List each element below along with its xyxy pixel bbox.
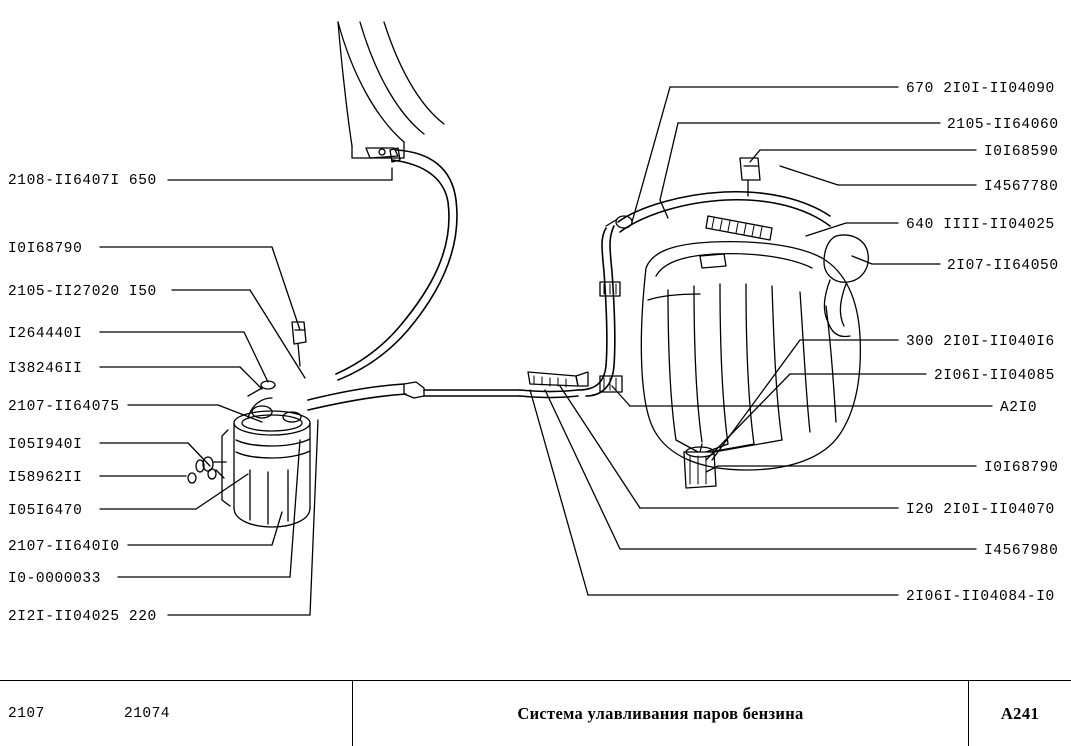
- tank-rib: [800, 292, 810, 432]
- bracket-arm: [216, 470, 224, 478]
- tank-top-edge: [656, 254, 812, 276]
- sheet-code: A241: [1000, 704, 1040, 723]
- clamp-ribs: [690, 456, 706, 484]
- tank-rib: [772, 286, 782, 440]
- part-label: 2105-II64060: [947, 117, 1059, 133]
- part-label: 2I2I-II04025 220: [8, 609, 157, 625]
- vapour-hose-main-edge: [336, 160, 449, 374]
- part-label: 2I06I-II04085: [934, 368, 1055, 384]
- part-label: 2107-II640I0: [8, 539, 120, 555]
- part-label: 2105-II27020 I50: [8, 284, 157, 300]
- body-contour: [338, 22, 404, 142]
- part-label: I4567780: [984, 179, 1059, 195]
- part-label: I0I68790: [984, 460, 1059, 476]
- hose-connector: [404, 382, 424, 398]
- grommet-hole: [379, 149, 385, 155]
- leader-line: [310, 420, 318, 615]
- clamp-stem: [298, 344, 300, 366]
- filler-hose: [828, 322, 850, 336]
- tank-rib: [720, 284, 728, 444]
- tank-rib: [746, 284, 754, 444]
- hose-end-tube: [606, 220, 616, 226]
- part-label: I0I68790: [8, 241, 83, 257]
- part-label: 640 IIII-II04025: [906, 217, 1055, 233]
- clip-end: [576, 372, 588, 386]
- canister-lid: [242, 415, 302, 431]
- part-label: 670 2I0I-II04090: [906, 81, 1055, 97]
- tank-flange: [700, 254, 726, 268]
- leader-line: [272, 247, 300, 330]
- variant-number: 21074: [124, 706, 171, 722]
- part-label: I0I68590: [984, 144, 1059, 160]
- leader-line: [545, 390, 620, 549]
- fuel-tank-body: [641, 242, 860, 470]
- fitting-tube: [248, 388, 262, 396]
- leader-line: [290, 440, 300, 577]
- filler-hose: [840, 284, 846, 326]
- vertical-tube: [578, 228, 607, 390]
- leader-line: [712, 340, 800, 460]
- part-label: I05I940I: [8, 437, 83, 453]
- title-block-title-cell: [352, 681, 968, 746]
- vertical-tube: [586, 226, 615, 396]
- tank-rib: [826, 306, 836, 422]
- canister-strap: [222, 430, 230, 506]
- filler-neck: [824, 235, 868, 282]
- washer: [208, 469, 216, 479]
- diagram-title: Система улавливания паров бензина: [517, 704, 804, 723]
- part-label: 2107-II64075: [8, 399, 120, 415]
- part-label: A2I0: [1000, 400, 1038, 416]
- long-tube: [520, 390, 578, 392]
- leader-line: [852, 256, 872, 264]
- title-block: [0, 680, 1071, 746]
- canister-bottom: [234, 508, 310, 527]
- upper-hose: [618, 192, 830, 222]
- leader-line: [240, 367, 262, 389]
- body-contour: [338, 22, 352, 146]
- part-label: I4567980: [984, 543, 1059, 559]
- long-tube: [520, 396, 578, 398]
- upper-hose: [620, 200, 830, 232]
- tank-rib: [668, 290, 676, 440]
- hose-left-run: [308, 384, 404, 400]
- title-block-code-cell: [968, 681, 1071, 746]
- part-label: 300 2I0I-II040I6: [906, 334, 1055, 350]
- part-label: I20 2I0I-II04070: [906, 502, 1055, 518]
- part-label: I264440I: [8, 326, 83, 342]
- leader-line: [272, 512, 282, 545]
- part-label: 2I06I-II04084-I0: [906, 589, 1055, 605]
- leader-line: [250, 290, 305, 378]
- part-label: I05I6470: [8, 503, 83, 519]
- part-label: I38246II: [8, 361, 83, 377]
- leader-line: [612, 386, 630, 406]
- part-label: I0-0000033: [8, 571, 102, 587]
- leader-line: [188, 443, 210, 466]
- body-contour: [360, 22, 424, 134]
- leader-line: [806, 223, 846, 236]
- leader-line: [780, 166, 838, 185]
- body-contour: [384, 22, 444, 124]
- leader-line: [660, 123, 678, 200]
- title-block-left-cell: [0, 681, 352, 746]
- part-label: 2108-II6407I 650: [8, 173, 157, 189]
- canister-band: [236, 439, 310, 446]
- middle-clip: [528, 372, 578, 386]
- part-label: 2I07-II64050: [947, 258, 1059, 274]
- tank-rib: [694, 286, 702, 442]
- nut: [188, 473, 196, 483]
- model-number: 2107: [8, 706, 45, 722]
- part-label: I58962II: [8, 470, 83, 486]
- tank-shade: [648, 294, 700, 300]
- tie-line: [700, 444, 702, 452]
